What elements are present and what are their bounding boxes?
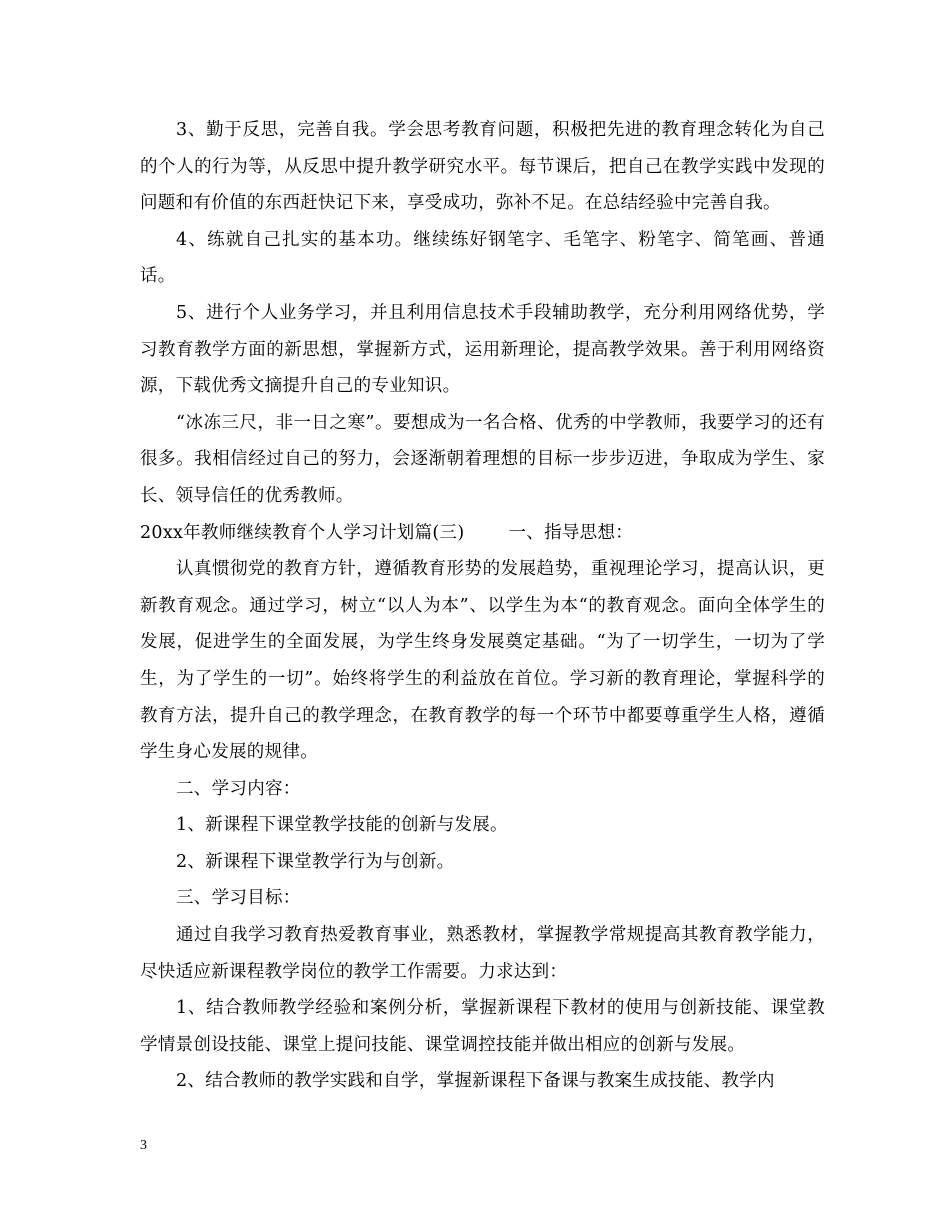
page-number: 3: [140, 1138, 147, 1153]
list-item-content-2: 2、新课程下课堂教学行为与创新。: [176, 851, 455, 872]
list-item-content-1: 1、新课程下课堂教学技能的创新与发展。: [176, 815, 508, 836]
paragraph-reflection: 3、勤于反思，完善自我。学会思考教育问题，积极把先进的教育理念转化为自己的个人的行为等，从反思中提升教学研究水平。每节课后，把自己在教学实践中发现的问题和有价值的东西赶快记下来，享受成功，弥补不足。在总结经验中完善自我。: [140, 120, 825, 214]
paragraph-business-study: 5、进行个人业务学习，并且利用信息技术手段辅助教学，充分利用网络优势，学习教育教学方面的新思想，掌握新方式，运用新理论，提高教学效果。善于利用网络资源，下载优秀文摘提升自己的专业知识。: [140, 302, 825, 397]
heading-study-content: 二、学习内容：: [176, 778, 301, 799]
section-title: 20xx年教师继续教育个人学习计划篇(三): [140, 522, 465, 543]
list-item-goal-1: 1、结合教师教学经验和案例分析，掌握新课程下教材的使用与创新技能、课堂教学情景创设技能、课堂上提问技能、课堂调控技能并做出相应的创新与发展。: [140, 998, 825, 1055]
section-subtitle: 一、指导思想：: [508, 522, 634, 543]
paragraph-basic-skills: 4、练就自己扎实的基本功。继续练好钢笔字、毛笔字、粉笔字、简笔画、普通话。: [140, 229, 825, 287]
list-item-goal-2: 2、结合教师的教学实践和自学，掌握新课程下备课与教案生成技能、教学内: [176, 1071, 775, 1092]
heading-study-goals: 三、学习目标：: [176, 888, 301, 909]
section-heading: [140, 515, 825, 552]
paragraph-goals-intro: 通过自我学习教育热爱教育事业，熟悉教材，掌握教学常规提高其教育教学能力，尽快适应新课程教学岗位的教学工作需要。力求达到：: [140, 925, 825, 982]
paragraph-proverb: “冰冻三尺，非一日之寒”。要想成为一名合格、优秀的中学教师，我要学习的还有很多。我相信经过自己的努力，会逐渐朝着理想的目标一步步迈进，争取成为学生、家长、领导信任的优秀教师。: [140, 412, 825, 506]
document-body: [140, 112, 825, 1100]
paragraph-guiding-thought: 认真惯彻党的教育方针，遵循教育形势的发展趋势，重视理论学习，提高认识，更新教育观念。通过学习，树立“以人为本”、以学生为本“的教育观念。面向全体学生的发展，促进学生的全面发展，为学生终身发展奠定基础。“为了一切学生，一切为了学生，为了学生的一切”。始终将学生的利益放在首位。学习新的教育理论，掌握科学的教育方法，提升自己的教学理念，在教育教学的每一个环节中都要尊重学生人格，遵循学生身心发展的规律。: [140, 559, 825, 763]
